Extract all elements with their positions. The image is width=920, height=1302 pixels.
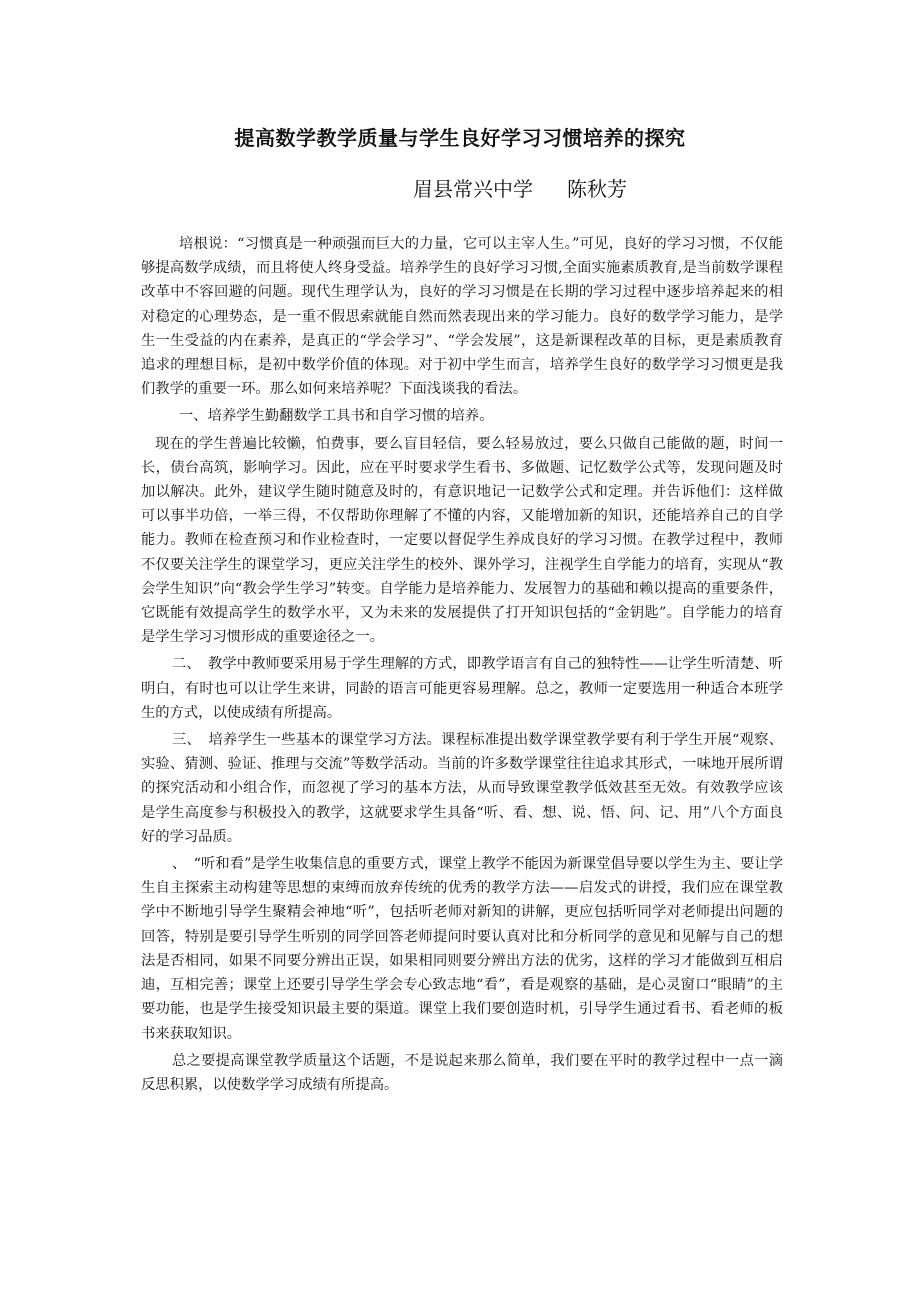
document-body [141,232,783,1097]
paragraph-section-2: 二、 教学中教师要采用易于学生理解的方式，即教学语言有自己的独特性——让学生听清楚、听明白，有时也可以让学生来讲，同龄的语言可能更容易理解。总之，教师一定要选用一种适合本班学生的方式，以使成绩有所提高。 [141,656,783,721]
paragraph-section-1: 现在的学生普遍比较懒，怕费事，要么盲目轻信，要么轻易放过，要么只做自己能做的题，时间一长，债台高筑，影响学习。因此，应在平时要求学生看书、多做题、记忆数学公式等，发现问题及时加以解决。此外，建议学生随时随意及时的，有意识地记一记数学公式和定理。并告诉他们：这样做可以事半功倍，一举三得，不仅帮助你理解了不懂的内容，又能增加新的知识，还能培养自己的自学能力。教师在检查预习和作业检查时，一定要以督促学生养成良好的学习习惯。在教学过程中，教师不仅要关注学生的课堂学习，更应关注学生的校外、课外学习，注视学生自学能力的培育，实现从“教会学生知识”向“教会学生学习”转变。自学能力是培养能力、发展智力的基础和赖以提高的重要条件，它既能有效提高学生的数学水平，又为未来的发展提供了打开知识包括的“金钥匙”。自学能力的培育是学生学习习惯形成的重要途径之一。 [141,435,783,646]
author-name: 陈秋芳 [567,177,627,201]
section-heading-1: 一、培养学生勤翻数学工具书和自学习惯的培养。 [179,408,494,425]
paragraph-listen-look: 、 “听和看”是学生收集信息的重要方式，课堂上教学不能因为新课堂倡导要以学生为主、要让学生自主探索主动构建等思想的束缚而放弃传统的优秀的教学方法——启发式的讲授，我们应在课堂教学中不断地引导学生聚精会神地“听”，包括听老师对新知的讲解，更应包括听同学对老师提出问题的回答，特别是要引导学生听别的同学回答老师提问时要认真对比和分析同学的意见和见解与自己的想法是否相同，如果不同要分辨出正误，如果相同则要分辨出方法的优劣，这样的学习才能做到互相启迪，互相完善；课堂上还要引导学生学会专心致志地“看”，看是观察的基础，是心灵窗口“眼睛”的主要功能，也是学生接受知识最主要的渠道。课堂上我们要创造时机，引导学生通过看书、看老师的板书来获取知识。 [141,856,783,1042]
byline [413,173,627,202]
paragraph-intro: 培根说：“习惯真是一种顽强而巨大的力量，它可以主宰人生。”可见，良好的学习习惯，不仅能够提高数学成绩，而且将使人终身受益。培养学生的良好学习习惯,全面实施素质教育,是当前数学课程改革中不容回避的问题。现代生理学认为，良好的学习习惯是在长期的学习过程中逐步培养起来的相对稳定的心理势态，是一重不假思索就能自然而然表现出来的学习能力。良好的数学学习能力，是学生一生受益的内在素养，是真正的“学会学习”、“学会发展”，这是新课程改革的目标，更是素质教育追求的理想目标，是初中数学价值的体现。对于初中学生而言，培养学生良好的数学学习习惯更是我们教学的重要一环。那么如何来培养呢？下面浅谈我的看法。 [141,236,783,398]
paragraph-section-3: 三、 培养学生一些基本的课堂学习方法。课程标准提出数学课堂教学要有利于学生开展“观察、实验、猜测、验证、推理与交流”等数学活动。当前的许多数学课堂往往追求其形式，一味地开展所谓的探究活动和小组合作，而忽视了学习的基本方法，从而导致课堂教学低效甚至无效。有效教学应该是学生高度参与积极投入的教学，这就要求学生具备“听、看、想、说、悟、问、记、用”八个方面良好的学习品质。 [141,732,783,845]
paragraph-conclusion: 总之要提高课堂教学质量这个话题，不是说起来那么简单，我们要在平时的教学过程中一点一滴反思积累，以使数学学习成绩有所提高。 [141,1052,783,1093]
document-title: 提高数学教学质量与学生良好学习习惯培养的探究 [234,126,686,150]
school-name: 眉县常兴中学 [413,177,533,201]
